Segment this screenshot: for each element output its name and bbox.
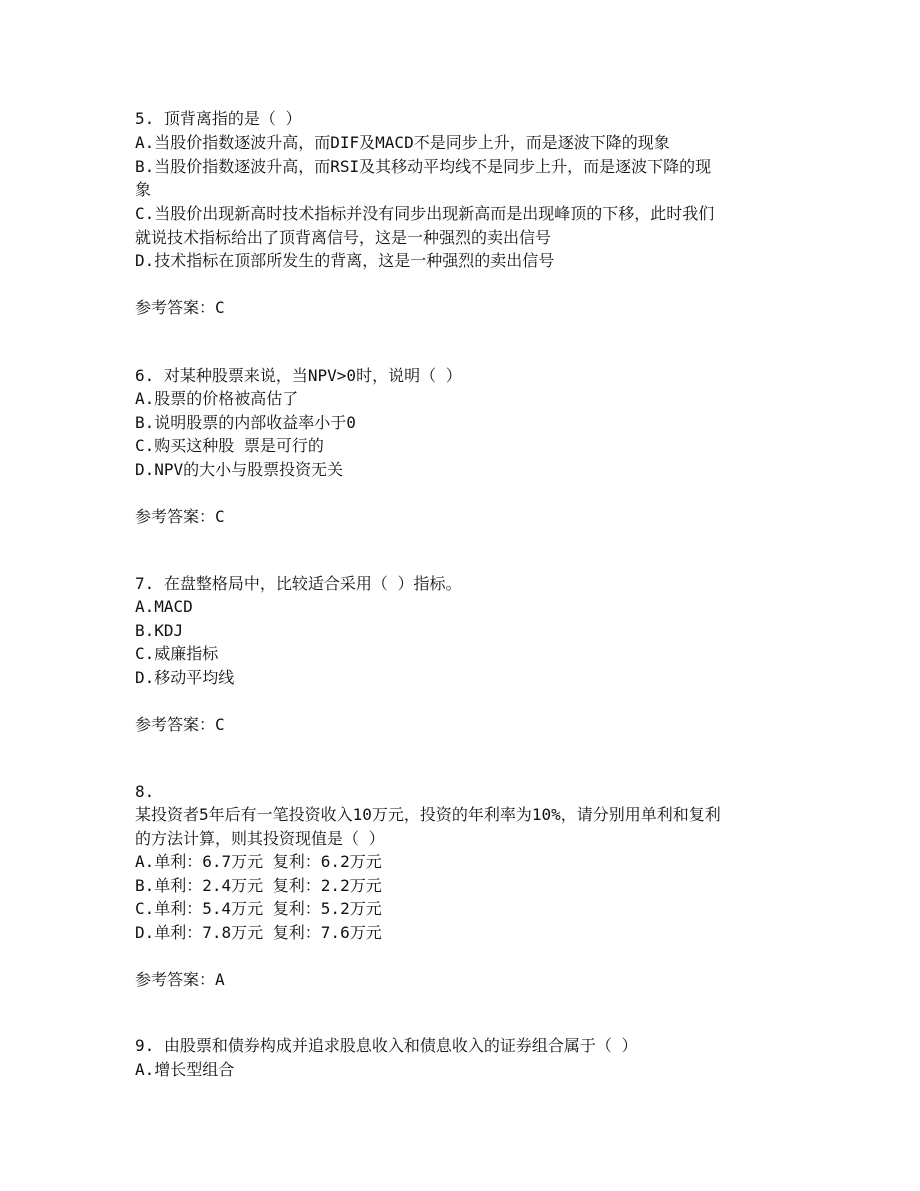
question-6-option-b: B.说明股票的内部收益率小于0 bbox=[135, 413, 356, 432]
question-8-option-a: A.单利：6.7万元 复利：6.2万元 bbox=[135, 852, 382, 871]
question-8-option-c: C.单利：5.4万元 复利：5.2万元 bbox=[135, 899, 382, 918]
question-8-answer: 参考答案：A bbox=[135, 970, 225, 989]
question-7-option-a: A.MACD bbox=[135, 597, 193, 616]
question-7-stem: 7. 在盘整格局中，比较适合采用（ ）指标。 bbox=[135, 574, 462, 593]
question-5-option-c-cont: 就说技术指标给出了顶背离信号，这是一种强烈的卖出信号 bbox=[135, 228, 552, 247]
question-5-option-b: B.当股价指数逐波升高，而RSI及其移动平均线不是同步上升，而是逐波下降的现 bbox=[135, 157, 712, 176]
question-5-option-d: D.技术指标在顶部所发生的背离，这是一种强烈的卖出信号 bbox=[135, 251, 555, 270]
question-7-option-d: D.移动平均线 bbox=[135, 668, 235, 687]
question-7-option-b: B.KDJ bbox=[135, 621, 184, 640]
question-5-answer: 参考答案：C bbox=[135, 298, 225, 317]
question-8-stem: 某投资者5年后有一笔投资收入10万元，投资的年利率为10%，请分别用单利和复利 bbox=[135, 805, 721, 824]
question-8-stem-cont: 的方法计算，则其投资现值是（ ） bbox=[135, 829, 385, 848]
question-9-stem: 9. 由股票和债券构成并追求股息收入和债息收入的证券组合属于（ ） bbox=[135, 1036, 638, 1055]
question-8-option-b: B.单利：2.4万元 复利：2.2万元 bbox=[135, 876, 382, 895]
question-6-stem: 6. 对某种股票来说，当NPV>0时，说明（ ） bbox=[135, 366, 462, 385]
question-5-option-c: C.当股价出现新高时技术指标并没有同步出现新高而是出现峰顶的下移，此时我们 bbox=[135, 204, 715, 223]
question-5-stem: 5. 顶背离指的是（ ） bbox=[135, 109, 302, 128]
question-6-option-c: C.购买这种股 票是可行的 bbox=[135, 436, 324, 455]
question-5-option-a: A.当股价指数逐波升高，而DIF及MACD不是同步上升，而是逐波下降的现象 bbox=[135, 133, 670, 152]
question-9-option-a: A.增长型组合 bbox=[135, 1060, 235, 1079]
question-8-option-d: D.单利：7.8万元 复利：7.6万元 bbox=[135, 923, 382, 942]
question-6-option-d: D.NPV的大小与股票投资无关 bbox=[135, 460, 344, 479]
question-7-answer: 参考答案：C bbox=[135, 715, 225, 734]
question-6-option-a: A.股票的价格被高估了 bbox=[135, 389, 299, 408]
question-8-number: 8. bbox=[135, 782, 155, 801]
question-6-answer: 参考答案：C bbox=[135, 507, 225, 526]
question-5-option-b-cont: 象 bbox=[135, 180, 152, 199]
question-7-option-c: C.威廉指标 bbox=[135, 644, 219, 663]
